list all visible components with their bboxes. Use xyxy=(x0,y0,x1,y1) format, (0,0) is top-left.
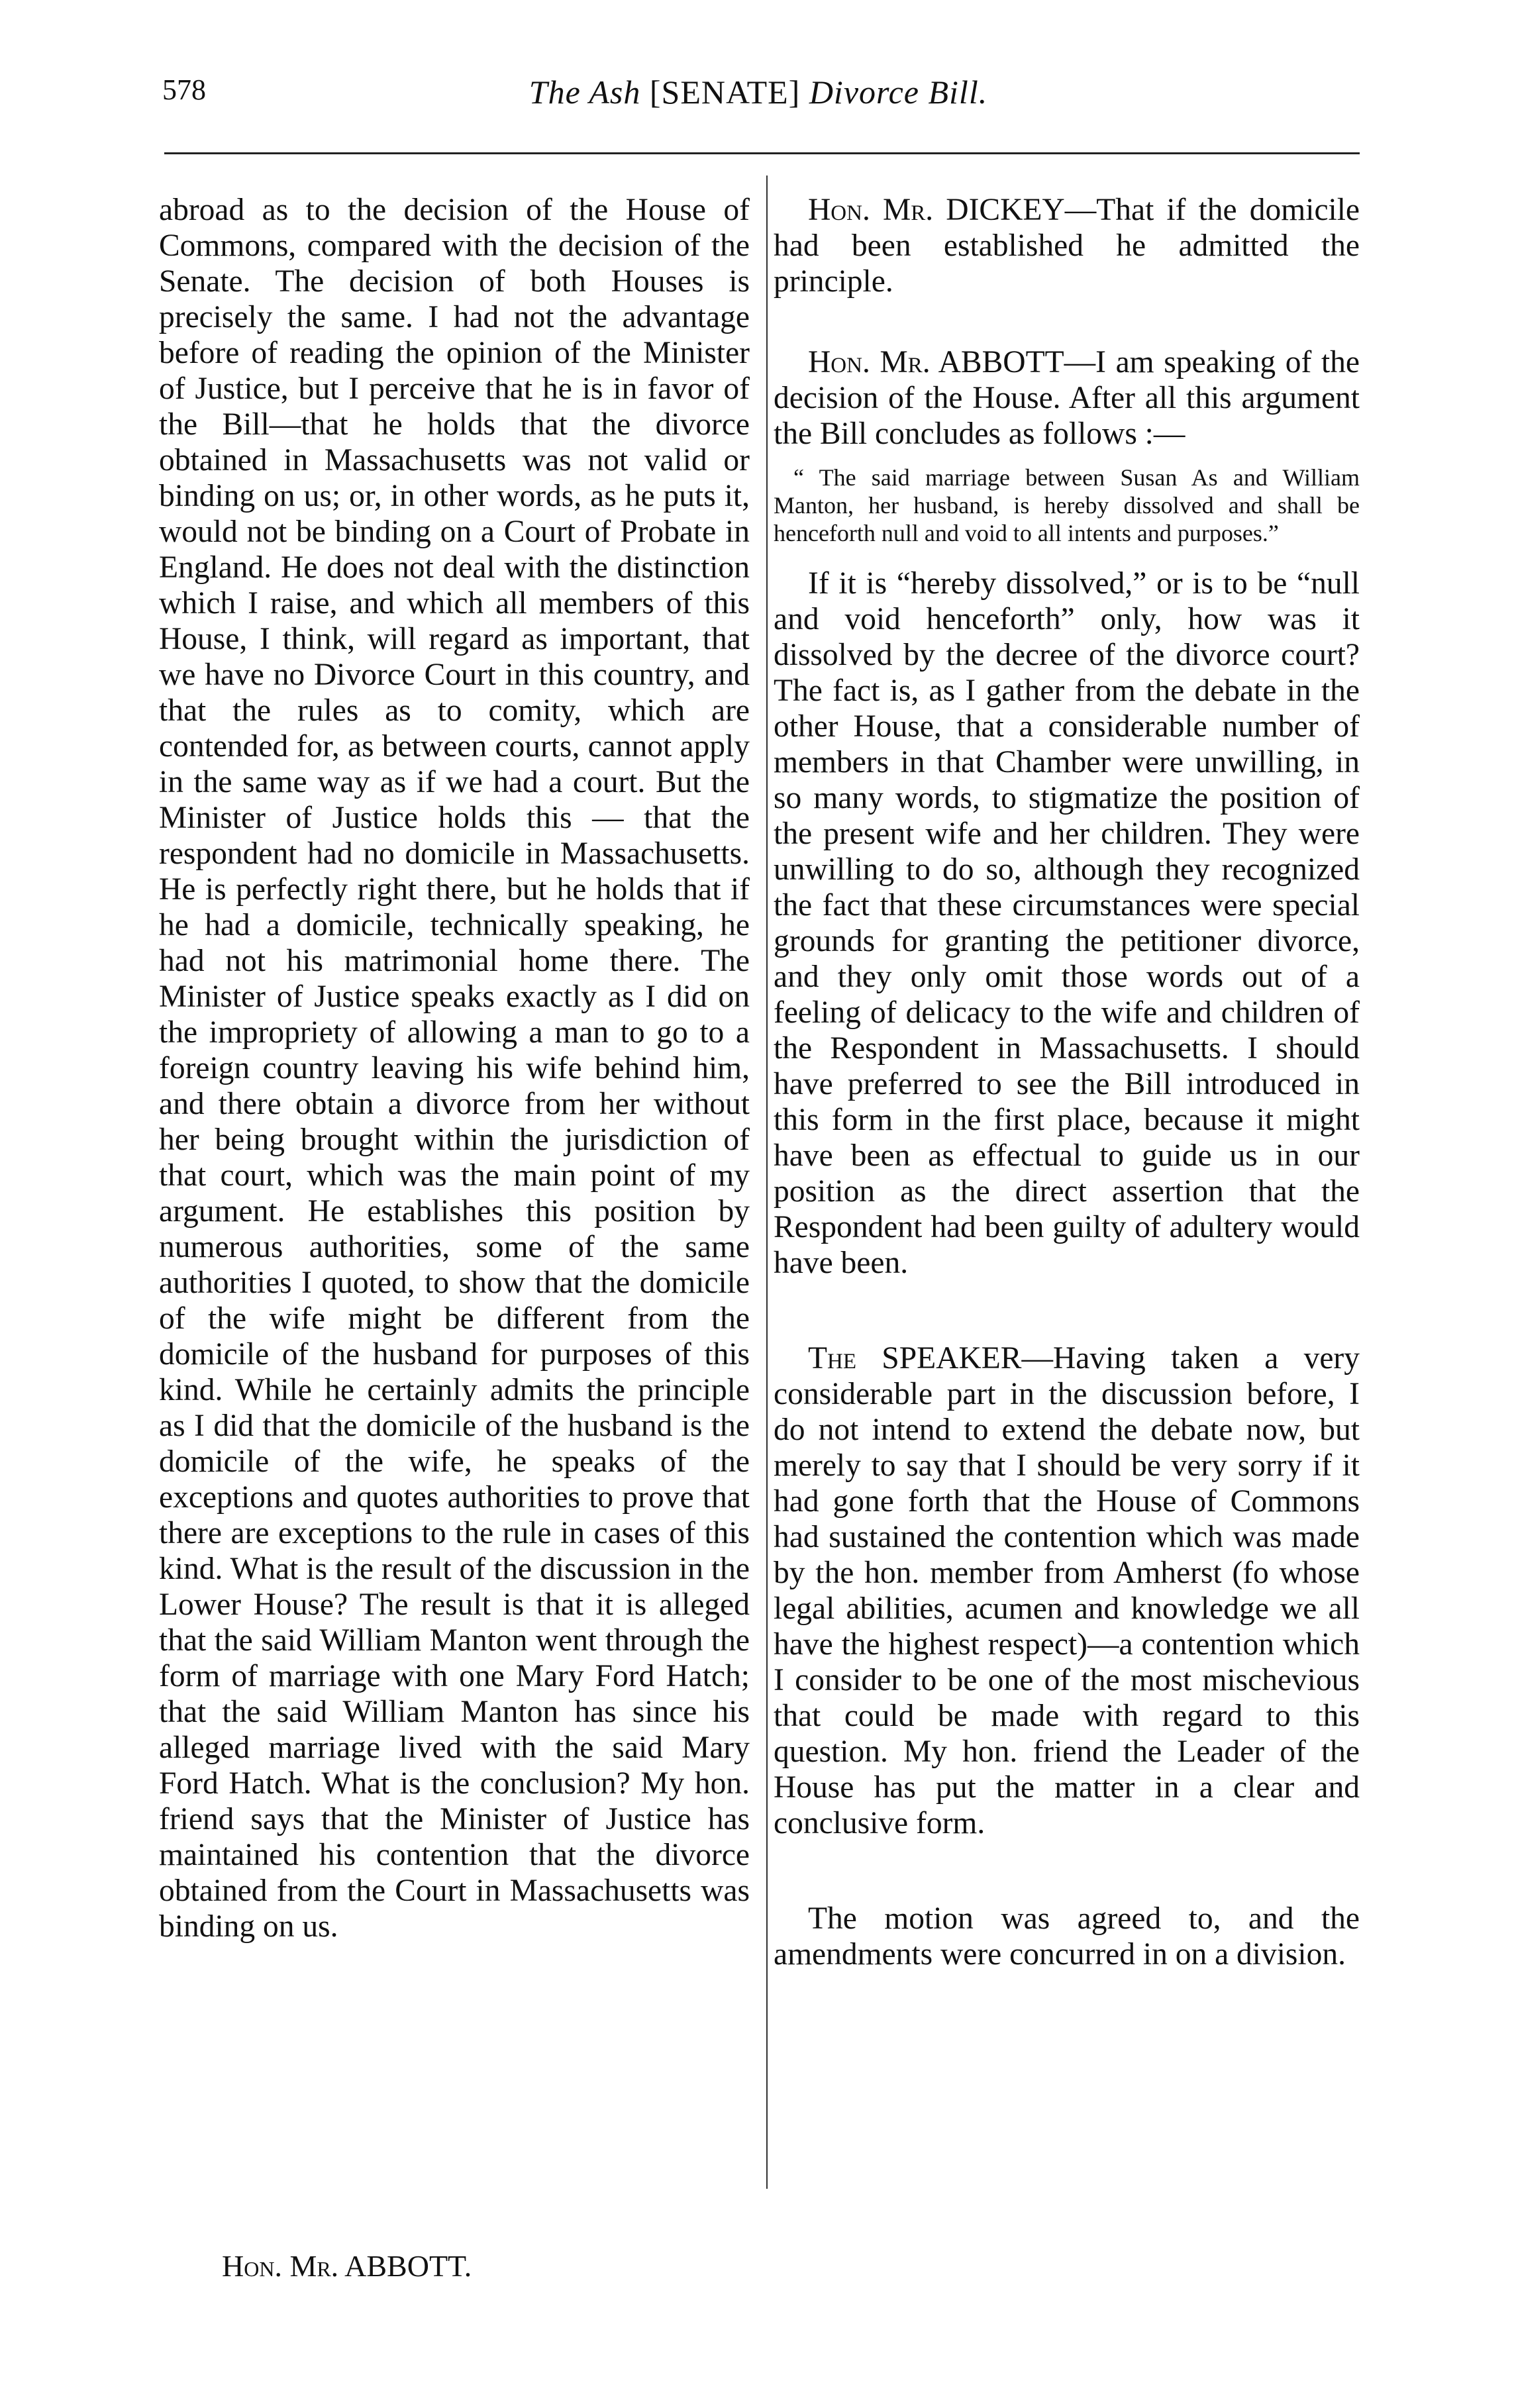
title-the-ash: The Ash xyxy=(529,74,641,111)
next-speaker: Hon. Mr. ABBOTT. xyxy=(222,2249,472,2283)
left-paragraph: abroad as to the decision of the House of Commons, compared with the decision of the Senate. The decision of both Houses is precisely the same. I had not the advantage before of reading the opinion of the Minister of Justice, but I perceive that he is in favor of the Bill—that he holds that the divorce obtained in Massachusetts was not valid or binding on us; or, in other words, as he puts it, would not be binding on a Court of Probate in England. He does not deal with the distinction which I raise, and which all members of this House, I think, will regard as important, that we have no Divorce Court in this country, and that the rules as to comity, which are contended for, as between courts, cannot apply in the same way as if we had a court. But the Minister of Justice holds this — that the respondent had no domicile in Massachusetts. He is perfectly right there, but he holds that if he had a domicile, technically speaking, he had not his matrimonial home there. The Minister of Justice speaks exactly as I did on the impropriety of allowing a man to go to a foreign country leaving his wife behind him, and there obtain a divorce from her without her being brought within the jurisdiction of that court, which was the main point of my argument. He establishes this position by numerous authorities, some of the same authorities I quoted, to show that the domicile of the wife might be different from the domicile of the husband for purposes of this kind. While he certainly admits the principle as I did that the domicile of the husband is the domicile of the wife, he speaks of the exceptions and quotes authorities to prove that there are exceptions to the rule in cases of this kind. What is the result of the discussion in the Lower House? The result is that it is alleged that the said William Manton went through the form of marriage with one Mary Ford Hatch; that the said William Manton has since his alleged marriage lived with the said Mary Ford Hatch. What is the conclusion? My hon. friend says that the Minister of Justice has maintained his contention that the divorce obtained from the Court in Massachusetts was binding on us. xyxy=(159,193,750,1944)
abbott-paragraph xyxy=(774,344,1360,452)
running-title xyxy=(162,73,1354,111)
dickey-speaker: Hon. Mr. DICKEY xyxy=(808,193,1065,227)
speaker-paragraph xyxy=(774,1340,1360,1841)
page-number: 578 xyxy=(162,74,206,106)
abbott-continued-paragraph: If it is “hereby dissolved,” or is to be “null and void henceforth” only, how was it dissolved by the decree of the divorce court? The fact is, as I gather from the debate in the other House, that a considerable number of members in that Chamber were unwilling, in so many words, to stigmatize the position of the present wife and her children. They were unwilling to do so, although they recognized the fact that these circumstances were special grounds for granting the petitioner divorce, and they only omit those words out of a feeling of delicacy to the wife and children of the Respondent in Massachusetts. I should have preferred to see the Bill introduced in this form in the first place, because it might have been as effectual to guide us in our position as the direct assertion that the Respondent had been guilty of adultery would have been. xyxy=(774,566,1360,1280)
running-header xyxy=(162,73,1354,126)
abbott-text: —I am speaking of the decision of the House. After all this argument the Bill concludes as follows :— xyxy=(774,345,1360,451)
dickey-paragraph xyxy=(774,192,1360,299)
dickey-text: —That if the domicile had been established he admitted the principle. xyxy=(774,193,1360,299)
motion-paragraph: The motion was agreed to, and the amendments were concurred in on a division. xyxy=(774,1901,1360,1972)
header-rule xyxy=(164,152,1360,154)
speaker-name: The SPEAKER xyxy=(808,1341,1022,1376)
speaker-text: —Having taken a very considerable part in the discussion before, I do not intend to extend the debate now, but merely to say that I should be very sorry if it had gone forth that the House of Commons had sustained the contention which was made by the hon. member from Amherst (fo whose legal abilities, acumen and knowledge we all have the highest respect)—a contention which I consider to be one of the most mischevious that could be made with regard to this question. My hon. friend the Leader of the House has put the matter in a clear and conclusive form. xyxy=(774,1341,1360,1840)
title-divorce-bill: Divorce Bill. xyxy=(809,74,988,111)
title-senate: [SENATE] xyxy=(649,74,801,111)
right-column xyxy=(774,192,1360,1972)
left-column xyxy=(159,192,750,1944)
abbott-speaker: Hon. Mr. ABBOTT xyxy=(808,345,1064,379)
bill-quote: “ The said marriage between Susan As and William Manton, her husband, is hereby dissolved and shall be henceforth null and void to all intents and purposes.” xyxy=(774,464,1360,546)
column-divider xyxy=(766,176,768,2189)
